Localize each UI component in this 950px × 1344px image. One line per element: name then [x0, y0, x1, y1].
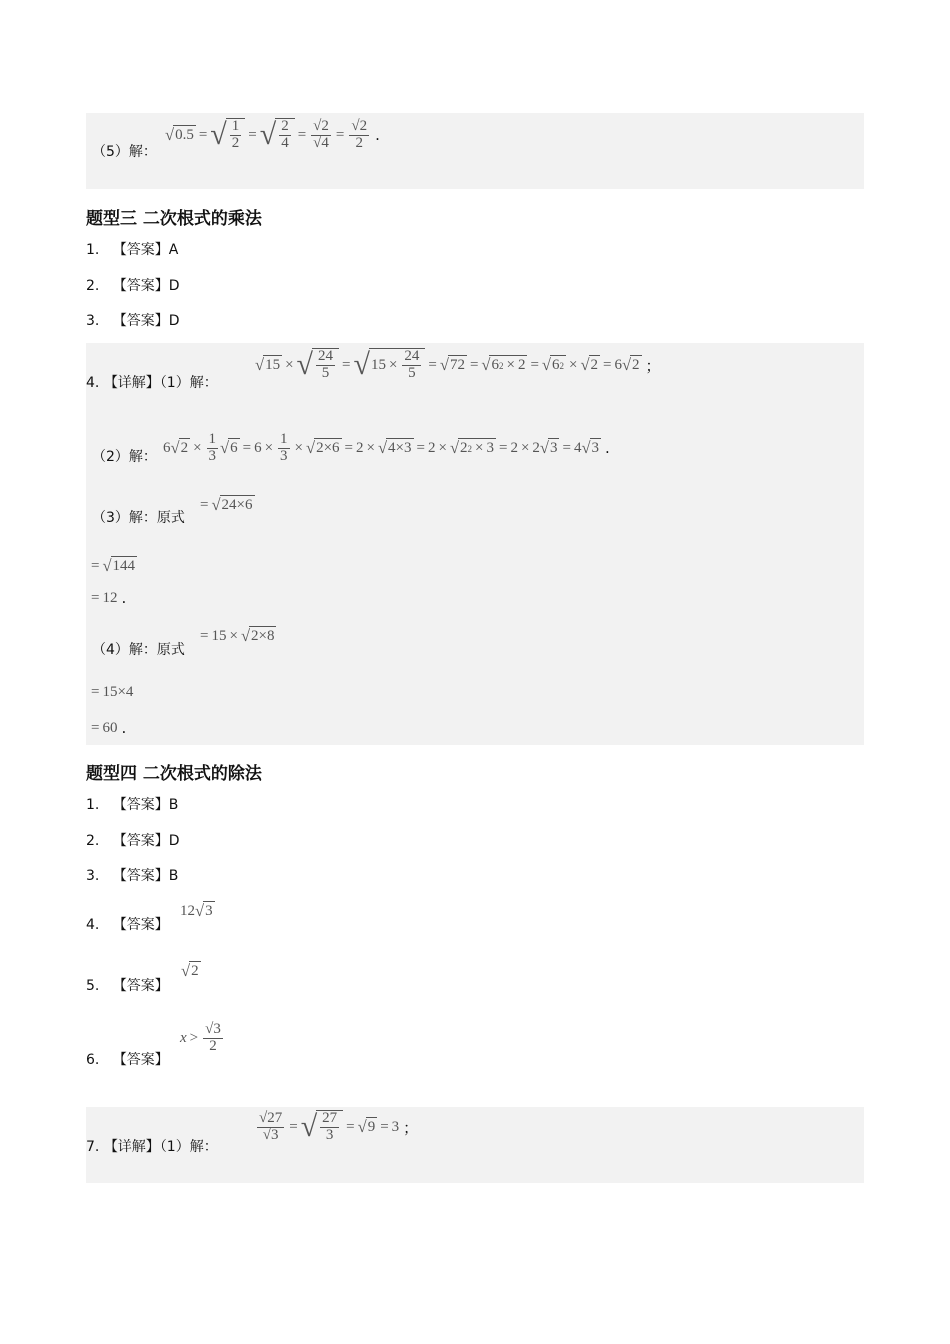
q4-part1-formula: √ 15 × √ $\frac{24}{5}$ = √ 15 × $\frac{24}{5}$ = √ 72 = √ 6 2 × 2 = √ 6 2 × √ 2 = 6 √ 2 ；	[255, 348, 661, 381]
q4-part3-step2: = √ 144	[91, 556, 136, 575]
answer-row: 3. 【答案】B	[86, 868, 179, 884]
q7-part1-formula: $\frac{√27}{√3}$ = √ $\frac{27}{3}$ = √ 9 = 3 ；	[259, 1109, 419, 1143]
answer-6-formula: x > $\frac{√3}{2}$	[180, 1021, 221, 1054]
q4-part3-label: （3）解：原式	[92, 510, 185, 526]
answer-row: 1. 【答案】A	[86, 242, 179, 258]
answer-row: 2. 【答案】D	[86, 278, 180, 294]
section-heading-4: 题型四 二次根式的除法	[86, 764, 262, 784]
answer-4-formula: 12 √ 3	[180, 901, 213, 920]
q4-part4-label: （4）解：原式	[92, 642, 185, 658]
q4-part3-formula: = √ 24×6	[200, 495, 253, 514]
answer-row: 6. 【答案】	[86, 1052, 169, 1068]
q4-part4-step3: = 60 .	[91, 719, 127, 737]
q7-part1-label: 7. 【详解】（1）解：	[86, 1139, 218, 1155]
q4-part1-label: 4. 【详解】（1）解：	[86, 375, 218, 391]
q4-part4-formula: = 15 × √ 2×8	[200, 626, 275, 645]
q4-part4-step2: = 15×4	[91, 684, 134, 700]
answer-row: 4. 【答案】	[86, 917, 169, 933]
part5-formula: √ 0.5 = √ $\frac{1}{2}$ = √ $\frac{2}{4}$ = $\frac{√2}{√4}$ = $\frac{√2}{2}$ .	[165, 117, 380, 151]
answer-row: 5. 【答案】	[86, 978, 169, 994]
answer-row: 3. 【答案】D	[86, 313, 180, 329]
answer-row: 2. 【答案】D	[86, 833, 180, 849]
q4-part3-step3: = 12 .	[91, 589, 127, 607]
q4-part2-formula: 6 √ 2 × $\frac{1}{3}$ √ 6 = 6 × $\frac{1}{3}$ × √ 2×6 = 2 × √ 4×3 = 2 × √ 2 2 × 3 = 2 × 2 √ 3 = 4 √ 3 .	[163, 431, 610, 464]
answer-5-formula: √ 2	[181, 961, 199, 980]
answer-row: 1. 【答案】B	[86, 797, 179, 813]
q4-part2-label: （2）解：	[92, 449, 157, 465]
solution-block-q4	[86, 343, 864, 745]
part5-label: （5）解：	[92, 144, 157, 160]
section-heading-3: 题型三 二次根式的乘法	[86, 209, 262, 229]
